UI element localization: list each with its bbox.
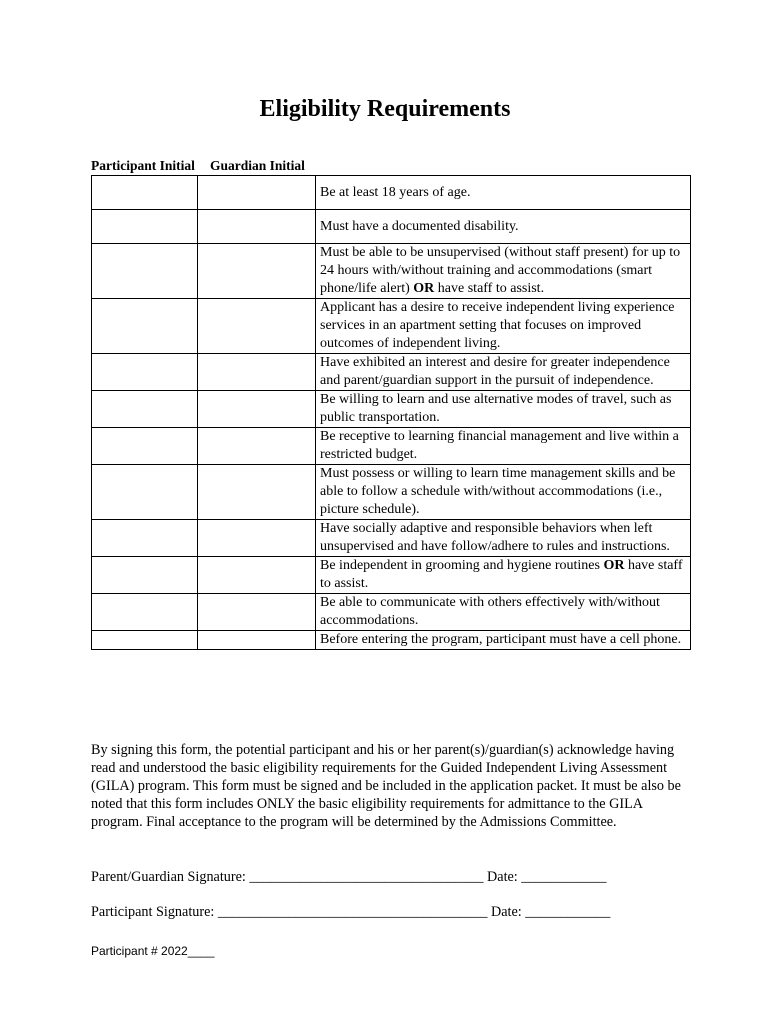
table-row: [92, 465, 691, 520]
guardian-initial-cell[interactable]: [198, 176, 316, 210]
requirement-text: [316, 354, 691, 391]
table-row: [92, 299, 691, 354]
guardian-signature-line[interactable]: Parent/Guardian Signature: _________________________________ Date: ____________: [91, 869, 607, 885]
requirements-table-body: [92, 176, 691, 650]
page-title: Eligibility Requirements: [259, 96, 511, 122]
guardian-initial-cell[interactable]: [198, 465, 316, 520]
requirement-text-part: Have exhibited an interest and desire for greater independence and parent/guardian support in the pursuit of independence.: [320, 355, 670, 388]
requirement-text: [316, 428, 691, 465]
participant-initial-cell[interactable]: [92, 210, 198, 244]
table-row: [92, 631, 691, 650]
guardian-initial-cell[interactable]: [198, 428, 316, 465]
emphasis-text: OR: [413, 281, 435, 296]
guardian-initial-cell[interactable]: [198, 631, 316, 650]
acknowledgement-paragraph: By signing this form, the potential participant and his or her parent(s)/guardian(s) acknowledge having read and understood the basic eligibility requirements for the Guided Independent Living Assessment (GILA) program. This form must be signed and be included in the application packet. It must be also be noted that this form includes ONLY the basic eligibility requirements for admittance to the GILA program. Final acceptance to the program will be determined by the Admissions Committee.: [91, 742, 681, 830]
guardian-initial-cell[interactable]: [198, 594, 316, 631]
participant-initial-cell[interactable]: [92, 631, 198, 650]
participant-initial-cell[interactable]: [92, 244, 198, 299]
emphasis-text: OR: [603, 558, 625, 573]
requirement-text: [316, 557, 691, 594]
requirement-text: [316, 391, 691, 428]
participant-initial-cell[interactable]: [92, 354, 198, 391]
guardian-initial-cell[interactable]: [198, 520, 316, 557]
requirement-text-part: Have socially adaptive and responsible behaviors when left unsupervised and have follow/adhere to rules and instructions.: [320, 521, 670, 554]
table-row: [92, 594, 691, 631]
participant-initial-cell[interactable]: [92, 391, 198, 428]
participant-initial-cell[interactable]: [92, 299, 198, 354]
requirement-text-part: Applicant has a desire to receive independent living experience services in an apartment setting that focuses on improved outcomes of independent living.: [320, 300, 675, 351]
table-row: [92, 244, 691, 299]
table-row: [92, 428, 691, 465]
participant-initial-cell[interactable]: [92, 428, 198, 465]
guardian-initial-cell[interactable]: [198, 557, 316, 594]
requirement-text-part: Must have a documented disability.: [320, 219, 519, 234]
requirement-text: [316, 176, 691, 210]
guardian-initial-header: Guardian Initial: [210, 158, 305, 173]
requirement-text: [316, 244, 691, 299]
requirement-text-part: Be receptive to learning financial management and live within a restricted budget.: [320, 429, 679, 462]
requirement-text-part: Must be able to be unsupervised (without staff present) for up to 24 hours with/without training and accommodations (smart phone/life alert): [320, 245, 681, 296]
requirement-text: [316, 594, 691, 631]
guardian-initial-cell[interactable]: [198, 244, 316, 299]
participant-initial-cell[interactable]: [92, 594, 198, 631]
participant-signature-line[interactable]: Participant Signature: ______________________________________ Date: ____________: [91, 904, 611, 920]
table-row: [92, 210, 691, 244]
participant-initial-cell[interactable]: [92, 520, 198, 557]
table-row: [92, 391, 691, 428]
requirement-text-part: have staff to assist.: [320, 558, 683, 591]
table-row: [92, 176, 691, 210]
requirement-text-part: have staff to assist.: [434, 281, 545, 296]
requirement-text-part: Be at least 18 years of age.: [320, 185, 471, 200]
guardian-initial-cell[interactable]: [198, 354, 316, 391]
participant-initial-cell[interactable]: [92, 557, 198, 594]
requirement-text: [316, 631, 691, 650]
requirement-text-part: Be independent in grooming and hygiene routines: [320, 558, 604, 573]
requirements-table: [91, 175, 691, 650]
requirement-text-part: Be willing to learn and use alternative modes of travel, such as public transportation.: [320, 392, 672, 425]
participant-initial-header: Participant Initial: [91, 158, 195, 173]
guardian-initial-cell[interactable]: [198, 391, 316, 428]
guardian-initial-cell[interactable]: [198, 210, 316, 244]
participant-number: Participant # 2022____: [91, 944, 215, 958]
table-row: [92, 557, 691, 594]
requirement-text: [316, 465, 691, 520]
requirement-text-part: Before entering the program, participant must have a cell phone.: [320, 632, 682, 647]
requirement-text-part: Must possess or willing to learn time management skills and be able to follow a schedule with/without accommodations (i.e., picture schedule).: [320, 466, 676, 517]
participant-initial-cell[interactable]: [92, 465, 198, 520]
requirement-text: [316, 299, 691, 354]
requirement-text: [316, 520, 691, 557]
guardian-initial-cell[interactable]: [198, 299, 316, 354]
participant-initial-cell[interactable]: [92, 176, 198, 210]
table-row: [92, 520, 691, 557]
table-row: [92, 354, 691, 391]
requirement-text: [316, 210, 691, 244]
requirement-text-part: Be able to communicate with others effectively with/without accommodations.: [320, 595, 660, 628]
